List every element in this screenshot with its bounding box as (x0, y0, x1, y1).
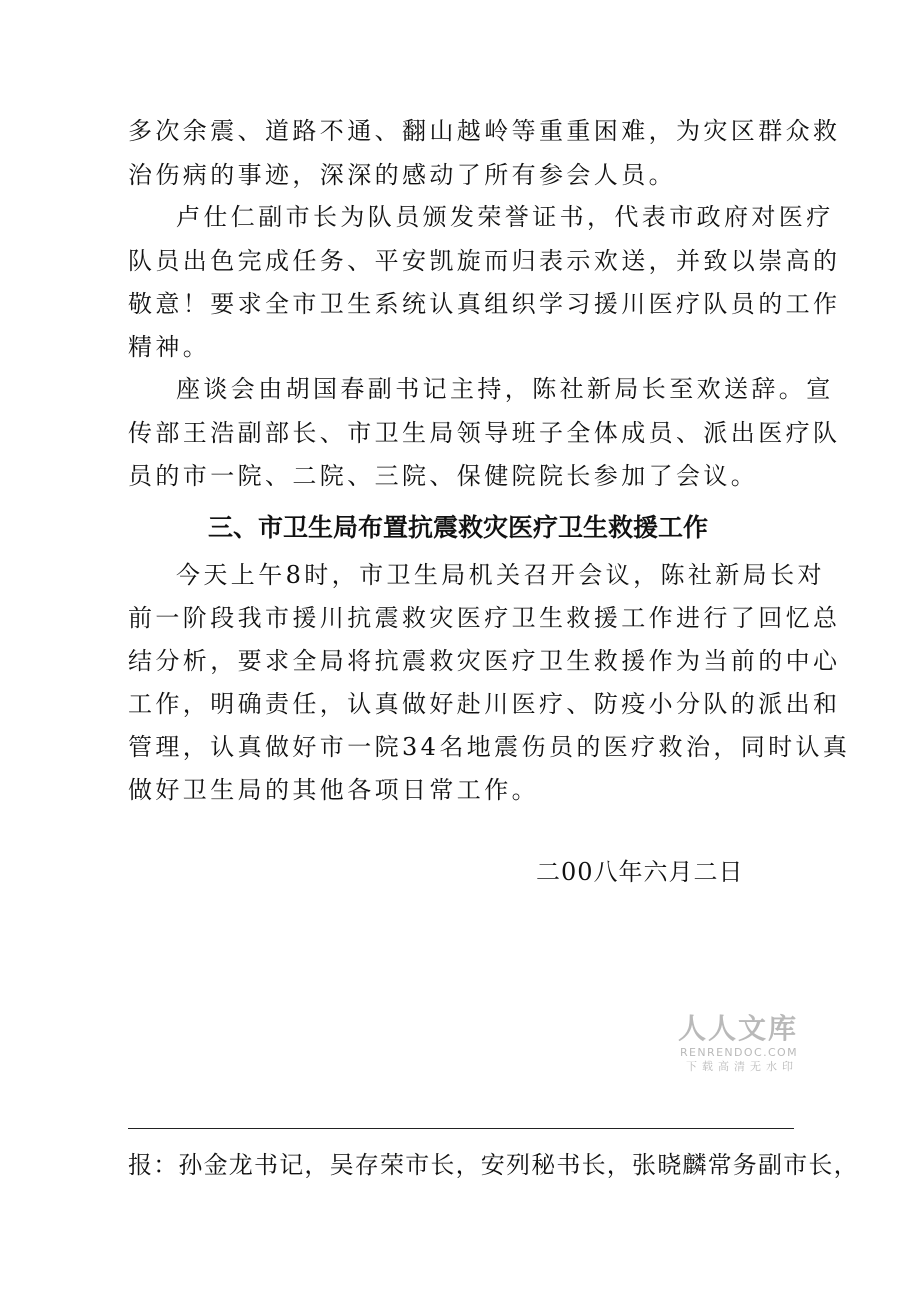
paragraph-line: 多次余震、道路不通、翻山越岭等重重困难，为灾区群众救 (128, 117, 841, 145)
watermark-domain: RENRENDOC.COM (680, 1046, 798, 1059)
distribution-line: 报：孙金龙书记，吴存荣市长，安列秘书长，张晓麟常务副市长， (128, 1151, 859, 1179)
paragraph-line: 员的市一院、二院、三院、保健院院长参加了会议。 (128, 462, 759, 490)
paragraph-line: 传部王浩副部长、市卫生局领导班子全体成员、派出医疗队 (128, 419, 841, 447)
paragraph-line: 队员出色完成任务、平安凯旋而归表示欢送，并致以崇高的 (128, 247, 841, 275)
paragraph-line: 治伤病的事迹，深深的感动了所有参会人员。 (128, 161, 676, 189)
paragraph-line: 今天上午8时，市卫生局机关召开会议，陈社新局长对 (176, 561, 825, 589)
watermark-title: 人人文库 (677, 1012, 798, 1045)
paragraph-line: 管理，认真做好市一院34名地震伤员的医疗救治，同时认真 (128, 733, 851, 761)
paragraph-line: 结分析，要求全局将抗震救灾医疗卫生救援作为当前的中心 (128, 647, 841, 675)
footer-divider (128, 1128, 794, 1129)
paragraph-line: 精神。 (128, 333, 211, 361)
paragraph-line: 工作，明确责任，认真做好赴川医疗、防疫小分队的派出和 (128, 690, 841, 718)
section-heading: 三、市卫生局布置抗震救灾医疗卫生救援工作 (207, 513, 708, 542)
paragraph-line: 做好卫生局的其他各项日常工作。 (128, 776, 539, 804)
paragraph-line: 座谈会由胡国春副书记主持，陈社新局长至欢送辞。宣 (176, 375, 834, 403)
paragraph-line: 卢仕仁副市长为队员颁发荣誉证书，代表市政府对医疗 (176, 203, 834, 231)
watermark-tagline: 下载高清无水印 (686, 1060, 798, 1073)
watermark-logo (628, 1012, 798, 1074)
paragraph-line: 敬意！要求全市卫生系统认真组织学习援川医疗队员的工作 (128, 290, 841, 318)
document-date: 二00八年六月二日 (536, 858, 744, 886)
paragraph-line: 前一阶段我市援川抗震救灾医疗卫生救援工作进行了回忆总 (128, 604, 841, 632)
